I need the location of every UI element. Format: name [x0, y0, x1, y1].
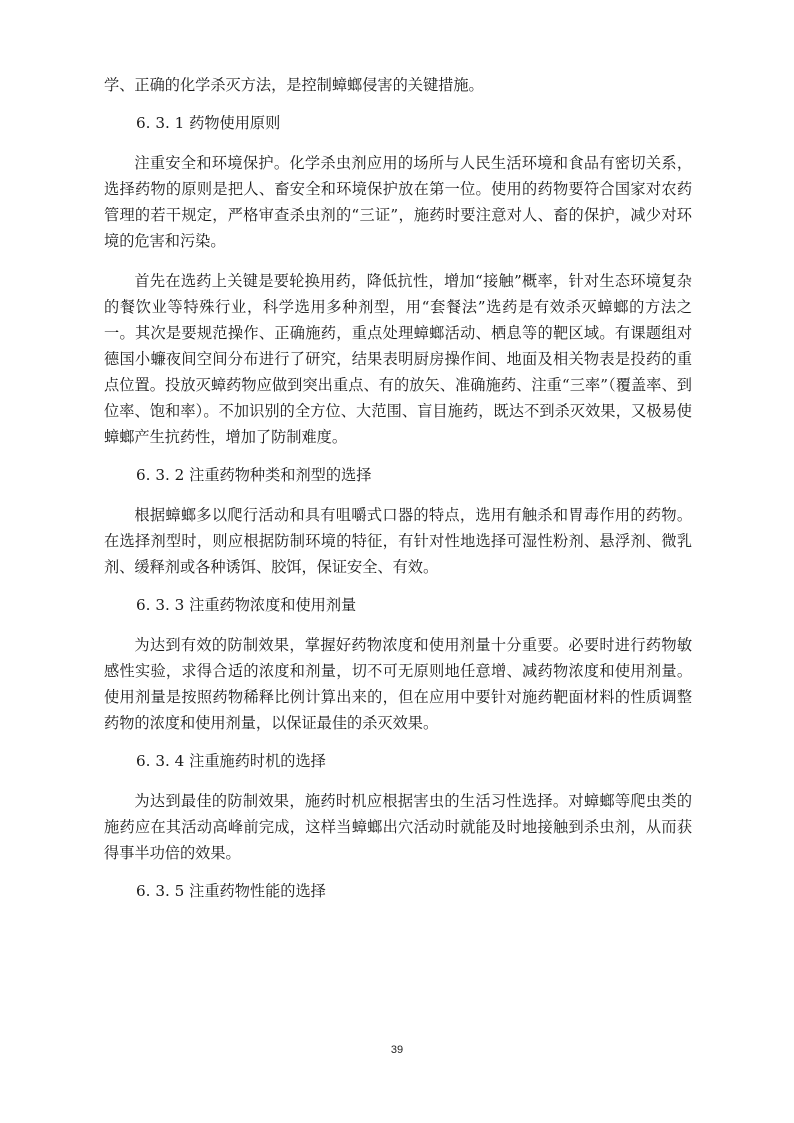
section-heading-6-3-4: 6. 3. 4 注重施药时机的选择	[136, 752, 326, 770]
paragraph-6-3-2: 根据蟑螂多以爬行活动和具有咀嚼式口器的特点，选用有触杀和胃毒作用的药物。在选择剂型时，则应根据防制环境的特征，有针对性地选择可湿性粉剂、悬浮剂、微乳剂、缓释剂或各种诱饵、胶饵，保证安全、有效。	[104, 506, 692, 576]
paragraph-6-3-1-b: 首先在选药上关键是要轮换用药，降低抗性，增加“接触”概率，针对生态环境复杂的餐饮业等特殊行业，科学选用多种剂型，用“套餐法”选药是有效杀灭蟑螂的方法之一。其次是要规范操作、正确施药，重点处理蟑螂活动、栖息等的靶区域。有课题组对德国小蠊夜间空间分布进行了研究，结果表明厨房操作间、地面及相关物表是投药的重点位置。投放灭蟑药物应做到突出重点、有的放矢、准确施药、注重“三率”（覆盖率、到位率、饱和率）。不加识别的全方位、大范围、盲目施药，既达不到杀灭效果，又极易使蟑螂产生抗药性，增加了防制难度。	[104, 272, 692, 446]
section-heading-6-3-1: 6. 3. 1 药物使用原则	[136, 114, 281, 132]
continuation-paragraph: 学、正确的化学杀灭方法，是控制蟑螂侵害的关键措施。	[104, 76, 484, 94]
paragraph-6-3-1-a: 注重安全和环境保护。化学杀虫剂应用的场所与人民生活环境和食品有密切关系，选择药物的原则是把人、畜安全和环境保护放在第一位。使用的药物要符合国家对农药管理的若干规定，严格审查杀虫剂的“三证”，施药时要注意对人、畜的保护，减少对环境的危害和污染。	[104, 154, 692, 250]
document-body	[104, 72, 692, 904]
section-heading-6-3-3: 6. 3. 3 注重药物浓度和使用剂量	[136, 596, 357, 614]
section-heading-6-3-5: 6. 3. 5 注重药物性能的选择	[136, 882, 326, 900]
paragraph-6-3-3: 为达到有效的防制效果，掌握好药物浓度和使用剂量十分重要。必要时进行药物敏感性实验，求得合适的浓度和剂量，切不可无原则地任意增、减药物浓度和使用剂量。使用剂量是按照药物稀释比例计算出来的，但在应用中要针对施药靶面材料的性质调整药物的浓度和使用剂量，以保证最佳的杀灭效果。	[104, 636, 692, 732]
section-heading-6-3-2: 6. 3. 2 注重药物种类和剂型的选择	[136, 466, 372, 484]
paragraph-6-3-4: 为达到最佳的防制效果，施药时机应根据害虫的生活习性选择。对蟑螂等爬虫类的施药应在其活动高峰前完成，这样当蟑螂出穴活动时就能及时地接触到杀虫剂，从而获得事半功倍的效果。	[104, 792, 692, 862]
page-number: 39	[390, 1044, 404, 1056]
